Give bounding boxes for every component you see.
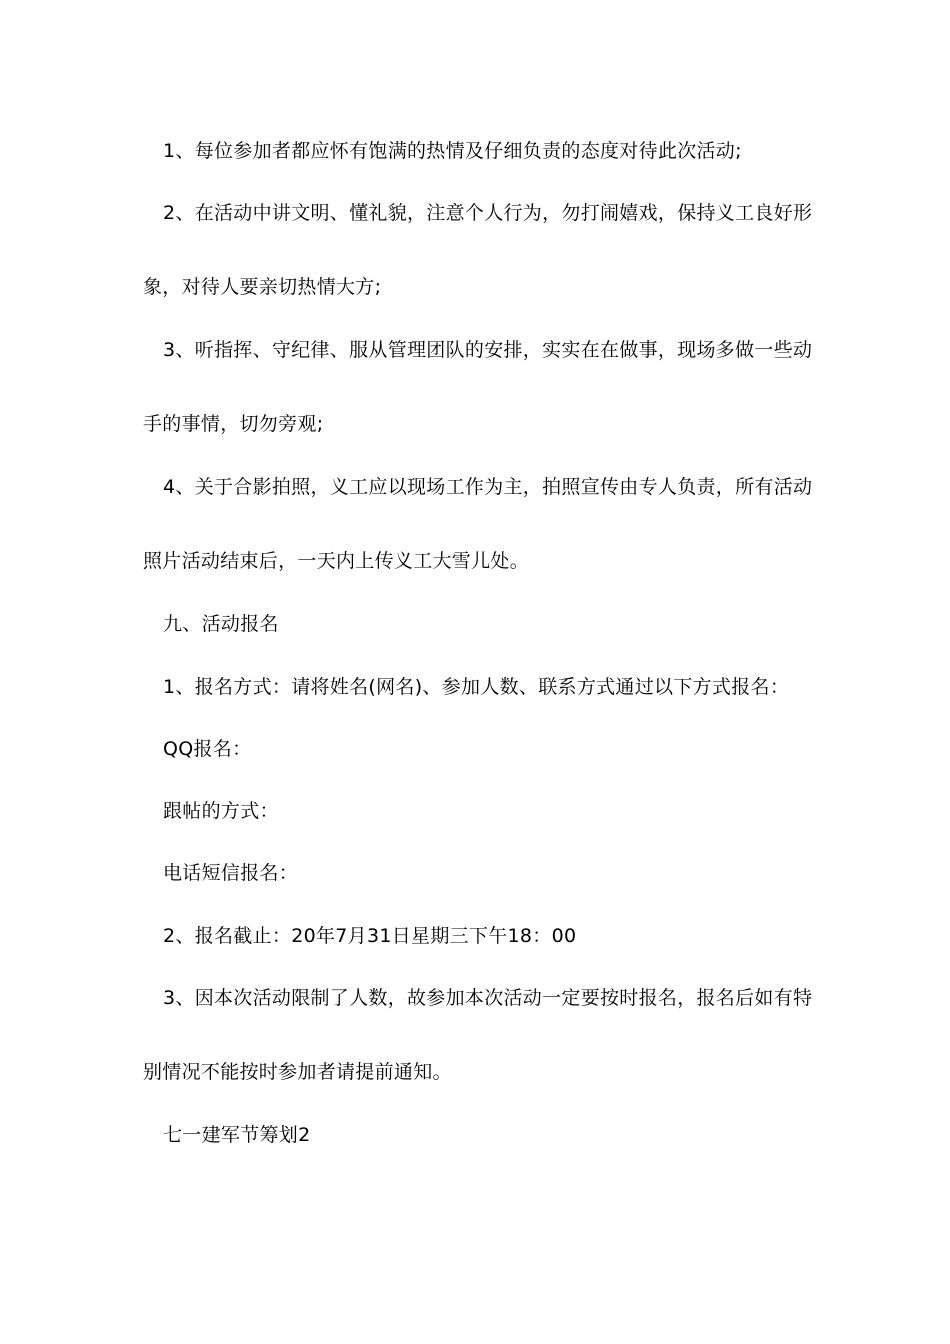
paragraph-line: 3、因本次活动限制了人数，故参加本次活动一定要按时报名，报名后如有特 — [163, 987, 813, 1009]
paragraph-line: 2、在活动中讲文明、懂礼貌，注意个人行为，勿打闹嬉戏，保持义工良好形 — [163, 202, 813, 224]
paragraph-line: 别情况不能按时参加者请提前通知。 — [143, 1061, 452, 1083]
paragraph-line: 照片活动结束后，一天内上传义工大雪儿处。 — [143, 550, 530, 572]
paragraph-line: 4、关于合影拍照，义工应以现场工作为主，拍照宣传由专人负责，所有活动 — [163, 476, 813, 498]
paragraph-line: QQ报名： — [163, 738, 252, 760]
paragraph-line: 电话短信报名： — [163, 862, 299, 884]
section-heading: 九、活动报名 — [163, 613, 279, 635]
paragraph-line: 3、听指挥、守纪律、服从管理团队的安排，实实在在做事，现场多做一些动 — [163, 339, 813, 361]
paragraph-line: 象，对待人要亲切热情大方; — [143, 276, 382, 298]
paragraph-line: 1、每位参加者都应怀有饱满的热情及仔细负责的态度对待此次活动; — [163, 140, 742, 162]
section-heading: 七一建军节筹划2 — [163, 1124, 311, 1146]
paragraph-line: 手的事情，切勿旁观; — [143, 413, 324, 435]
paragraph-line: 跟帖的方式： — [163, 800, 279, 822]
paragraph-line: 2、报名截止：20年7月31日星期三下午18：00 — [163, 925, 577, 947]
paragraph-line: 1、报名方式：请将姓名(网名)、参加人数、联系方式通过以下方式报名： — [163, 676, 790, 698]
